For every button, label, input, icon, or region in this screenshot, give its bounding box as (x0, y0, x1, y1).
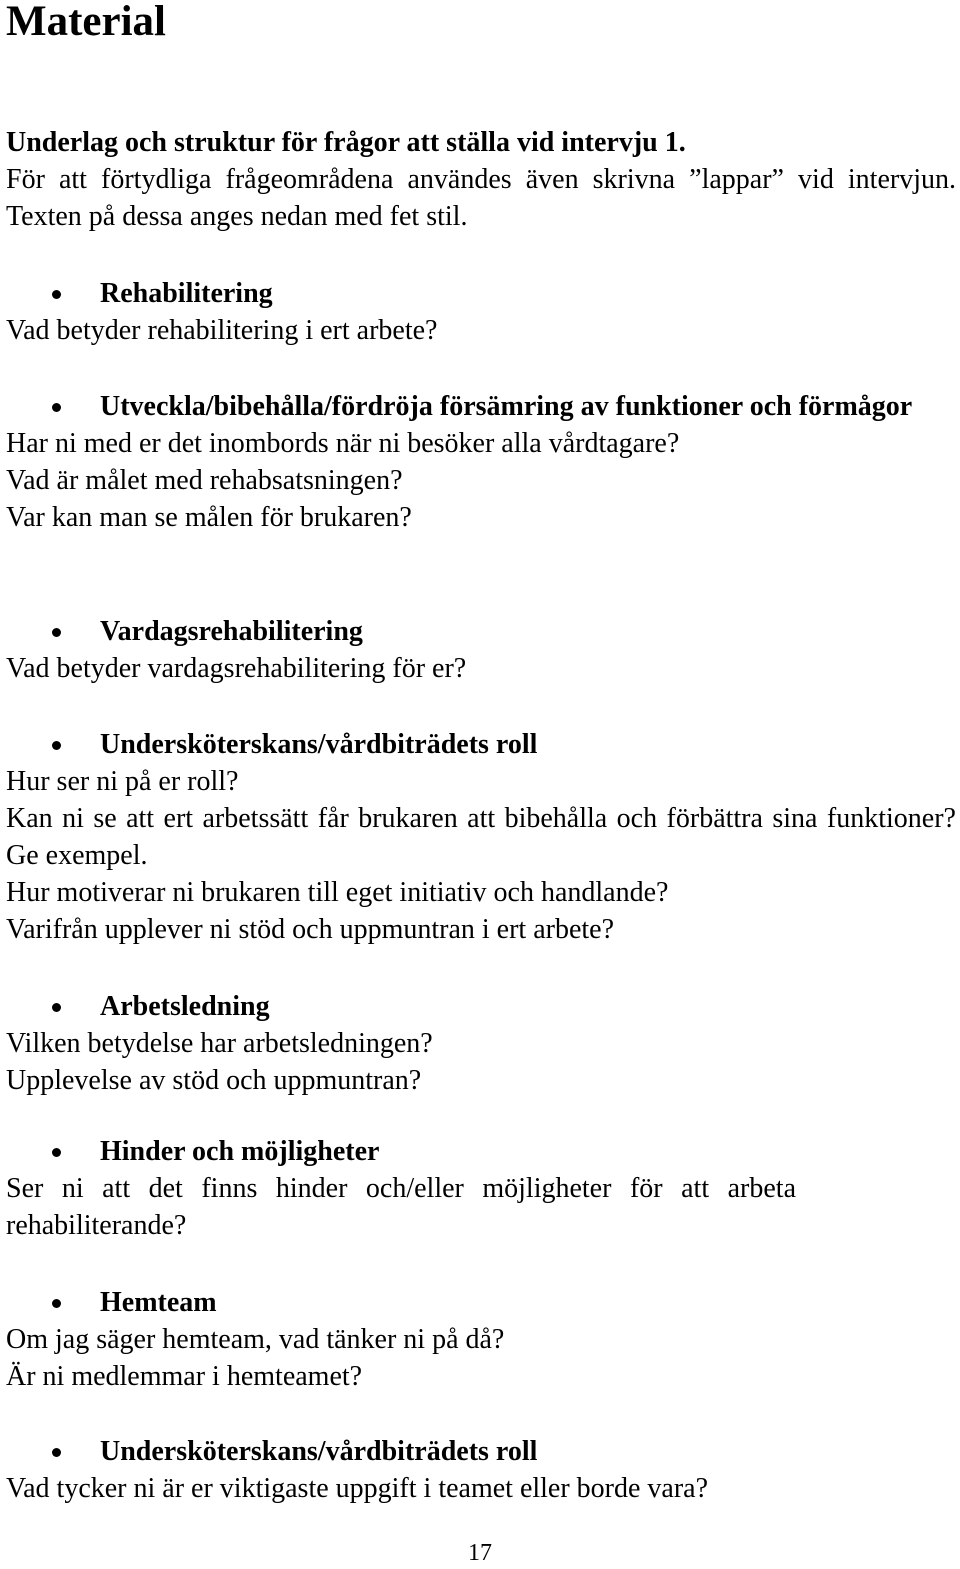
question-text: Vad betyder rehabilitering i ert arbete? (6, 315, 438, 346)
question-text: Har ni med er det inombords när ni besöker alla vårdtagare? (6, 428, 680, 459)
question-text: Är ni medlemmar i hemteamet? (6, 1361, 363, 1392)
section-heading (6, 1284, 956, 1321)
page-heading: Material (6, 0, 166, 45)
bullet-icon (52, 1299, 61, 1308)
section-hemteam (6, 1284, 956, 1395)
section-title: Arbetsledning (100, 991, 270, 1022)
section-title: Undersköterskans/vårdbiträdets roll (100, 729, 538, 760)
question-text: Vad tycker ni är er viktigaste uppgift i teamet eller borde vara? (6, 1473, 709, 1504)
section-title: Rehabilitering (100, 278, 273, 309)
question-text: Ser ni att det finns hinder och/eller möjligheter för att arbeta rehabiliterande? (6, 1173, 796, 1241)
section-heading (6, 726, 956, 763)
question-text: Kan ni se att ert arbetssätt får brukaren att bibehålla och förbättra sina funktioner? Ge exempel. (6, 803, 956, 871)
section-heading (6, 1433, 956, 1470)
bullet-icon (52, 290, 61, 299)
question-text: Varifrån upplever ni stöd och uppmuntran i ert arbete? (6, 914, 615, 945)
question-text: Var kan man se målen för brukaren? (6, 502, 412, 533)
section-heading (6, 275, 956, 312)
section-heading (6, 613, 956, 650)
section-heading (6, 1133, 956, 1170)
section-title: Undersköterskans/vårdbiträdets roll (100, 1436, 538, 1467)
bullet-icon (52, 1003, 61, 1012)
section-vardagsrehabilitering (6, 613, 956, 687)
intro-text: För att förtydliga frågeområdena användes även skrivna ”lappar” vid intervjun. Texten på dessa anges nedan med fet stil. (6, 164, 956, 232)
bullet-icon (52, 1148, 61, 1157)
section-rehabilitering (6, 275, 956, 349)
section-roll (6, 726, 956, 948)
question-text: Vad betyder vardagsrehabilitering för er? (6, 653, 467, 684)
bullet-icon (52, 628, 61, 637)
section-title: Utveckla/bibehålla/fördröja försämring av funktioner och förmågor (100, 391, 913, 422)
question-text: Vad är målet med rehabsatsningen? (6, 465, 403, 496)
intro-block (6, 124, 956, 235)
bullet-icon (52, 1448, 61, 1457)
section-hinder (6, 1133, 956, 1244)
section-utveckla (6, 388, 956, 536)
question-text: Hur ser ni på er roll? (6, 766, 239, 797)
section-heading (6, 388, 956, 425)
section-heading (6, 988, 956, 1025)
section-title: Hemteam (100, 1287, 217, 1318)
section-title: Hinder och möjligheter (100, 1136, 380, 1167)
page-number: 17 (468, 1540, 492, 1566)
section-roll-team (6, 1433, 956, 1507)
bullet-icon (52, 741, 61, 750)
intro-title: Underlag och struktur för frågor att ställa vid intervju 1. (6, 127, 686, 158)
section-title: Vardagsrehabilitering (100, 616, 363, 647)
question-text: Om jag säger hemteam, vad tänker ni på då? (6, 1324, 505, 1355)
question-text: Upplevelse av stöd och uppmuntran? (6, 1065, 422, 1096)
question-text: Hur motiverar ni brukaren till eget initiativ och handlande? (6, 877, 669, 908)
question-text: Vilken betydelse har arbetsledningen? (6, 1028, 433, 1059)
bullet-icon (52, 403, 61, 412)
section-arbetsledning (6, 988, 956, 1099)
